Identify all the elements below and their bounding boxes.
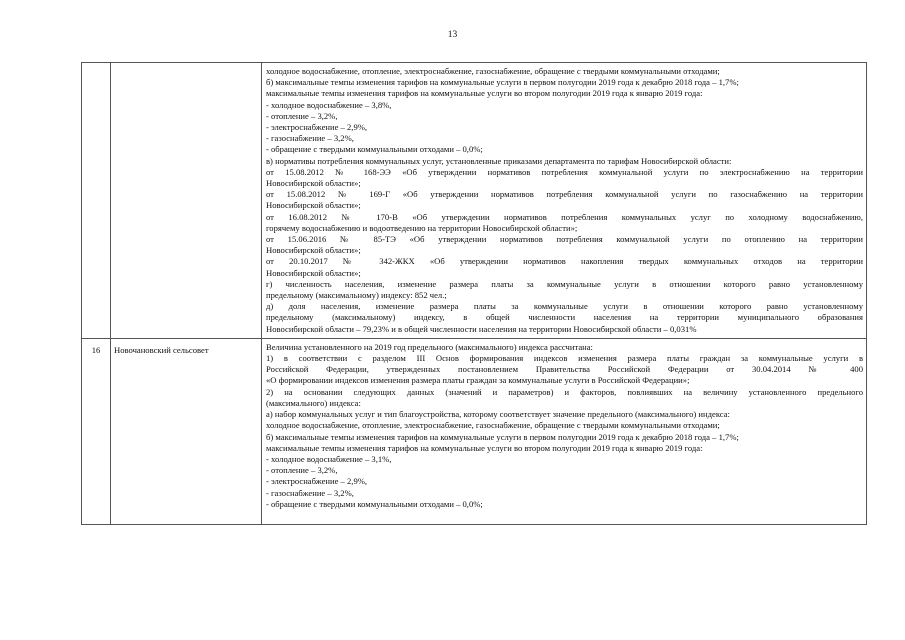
text-line: - электроснабжение – 2,9%, <box>266 122 368 133</box>
text-line: максимальные темпы изменения тарифов на коммунальные услуги во втором полугодии 2019 года к январю 2019 года: <box>266 442 703 453</box>
text-line: - газоснабжение – 3,2%, <box>266 133 354 144</box>
document-table <box>81 62 867 525</box>
text-line: Новосибирской области»; <box>266 267 361 278</box>
text-line: Новосибирской области»; <box>266 178 361 189</box>
text-line: холодное водоснабжение, отопление, электроснабжение, газоснабжение, обращение с твердыми коммунальными отходами; <box>266 420 720 431</box>
table-row <box>82 63 867 339</box>
text-line: - газоснабжение – 3,2%, <box>266 487 354 498</box>
text-line: - отопление – 3,2%, <box>266 465 338 476</box>
row-number-cell <box>82 338 111 524</box>
text-line: г) численность населения, изменение размера платы за коммунальные услуги в отношении которого равно установленному <box>266 278 863 289</box>
text-line: Новосибирской области»; <box>266 245 361 256</box>
text-line: холодное водоснабжение, отопление, электроснабжение, газоснабжение, обращение с твердыми коммунальными отходами; <box>266 66 720 76</box>
text-line: - обращение с твердыми коммунальными отходами – 0,0%; <box>266 144 483 155</box>
text-line: - холодное водоснабжение – 3,1%, <box>266 453 392 464</box>
text-line: «О формировании индексов изменения размера платы граждан за коммунальные услуги в Российской Федерации»; <box>266 375 690 386</box>
municipality-name <box>111 63 261 69</box>
text-line: - отопление – 3,2%, <box>266 110 338 121</box>
text-line: от 15.08.2012 № 169-Г «Об утверждении нормативов потребления коммунальной услуги по газоснабжению на территории <box>266 189 863 200</box>
text-line: Новосибирской области»; <box>266 200 361 211</box>
text-line: - холодное водоснабжение – 3,8%, <box>266 99 392 110</box>
description-cell <box>262 63 867 339</box>
text-line: от 15.08.2012 № 168-ЭЭ «Об утверждении нормативов потребления коммунальной услуги по электроснабжению на территории <box>266 166 863 177</box>
municipality-cell <box>111 63 262 339</box>
text-line: 2) на основании следующих данных (значений и параметров) и факторов, повлиявших на величину установленного предельного <box>266 386 863 397</box>
text-line: а) набор коммунальных услуг и тип благоустройства, которому соответствует значение предельного (максимального) индекса: <box>266 409 730 420</box>
row-number-cell <box>82 63 111 339</box>
text-line: - электроснабжение – 2,9%, <box>266 476 368 487</box>
text-line: Величина установленного на 2019 год предельного (максимального) индекса рассчитана: <box>266 341 593 352</box>
text-line: д) доля населения, изменение размера платы за коммунальные услуги в отношении которого равно установленному <box>266 301 863 312</box>
text-line: от 16.08.2012 № 170-В «Об утверждении нормативов потребления коммунальных услуг по холодному водоснабжению, <box>266 211 863 222</box>
text-line: б) максимальные темпы изменения тарифов на коммунальные услуги в первом полугодии 2019 года к декабрю 2018 года – 1,7%; <box>266 77 739 88</box>
text-line: предельному (максимальному) индексу, в общей численности населения на территории муниципального образования <box>266 312 863 323</box>
text-line: горячему водоснабжению и водоотведению на территории Новосибирской области»; <box>266 222 578 233</box>
text-line: б) максимальные темпы изменения тарифов на коммунальные услуги в первом полугодии 2019 года к декабрю 2018 года – 1,7%; <box>266 431 739 442</box>
municipality-cell <box>111 338 262 524</box>
description-cell <box>262 338 867 524</box>
row-number <box>82 63 110 69</box>
text-line: Новосибирской области – 79,23% и в общей численности населения на территории Новосибирской области – 0,031% <box>266 323 697 334</box>
text-line: 1) в соответствии с разделом III Основ формирования индексов изменения размера платы граждан за коммунальные услуги в <box>266 353 863 364</box>
text-line: от 20.10.2017 № 342-ЖКХ «Об утверждении нормативов накопления твердых коммунальных отходов на территории <box>266 256 863 267</box>
text-line: предельному (максимальному) индексу: 852 чел.; <box>266 290 447 301</box>
table-row <box>82 338 867 524</box>
page-number: 13 <box>447 30 458 40</box>
municipality-name: Новочановский сельсовет <box>114 344 209 355</box>
row-number: 16 <box>91 344 101 355</box>
text-line: (максимального) индекса: <box>266 397 361 408</box>
text-line: от 15.06.2016 № 85-ТЭ «Об утверждении нормативов потребления коммунальной услуги по отоплению на территории <box>266 234 863 245</box>
text-line: максимальные темпы изменения тарифов на коммунальные услуги во втором полугодии 2019 года к январю 2019 года: <box>266 88 703 99</box>
text-line: - обращение с твердыми коммунальными отходами – 0,0%; <box>266 498 483 509</box>
text-line: в) нормативы потребления коммунальных услуг, установленные приказами департамента по тарифам Новосибирской области: <box>266 155 732 166</box>
text-line: Российской Федерации, утвержденных постановлением Правительства Российской Федерации от 30.04.2014 № 400 <box>266 364 863 375</box>
